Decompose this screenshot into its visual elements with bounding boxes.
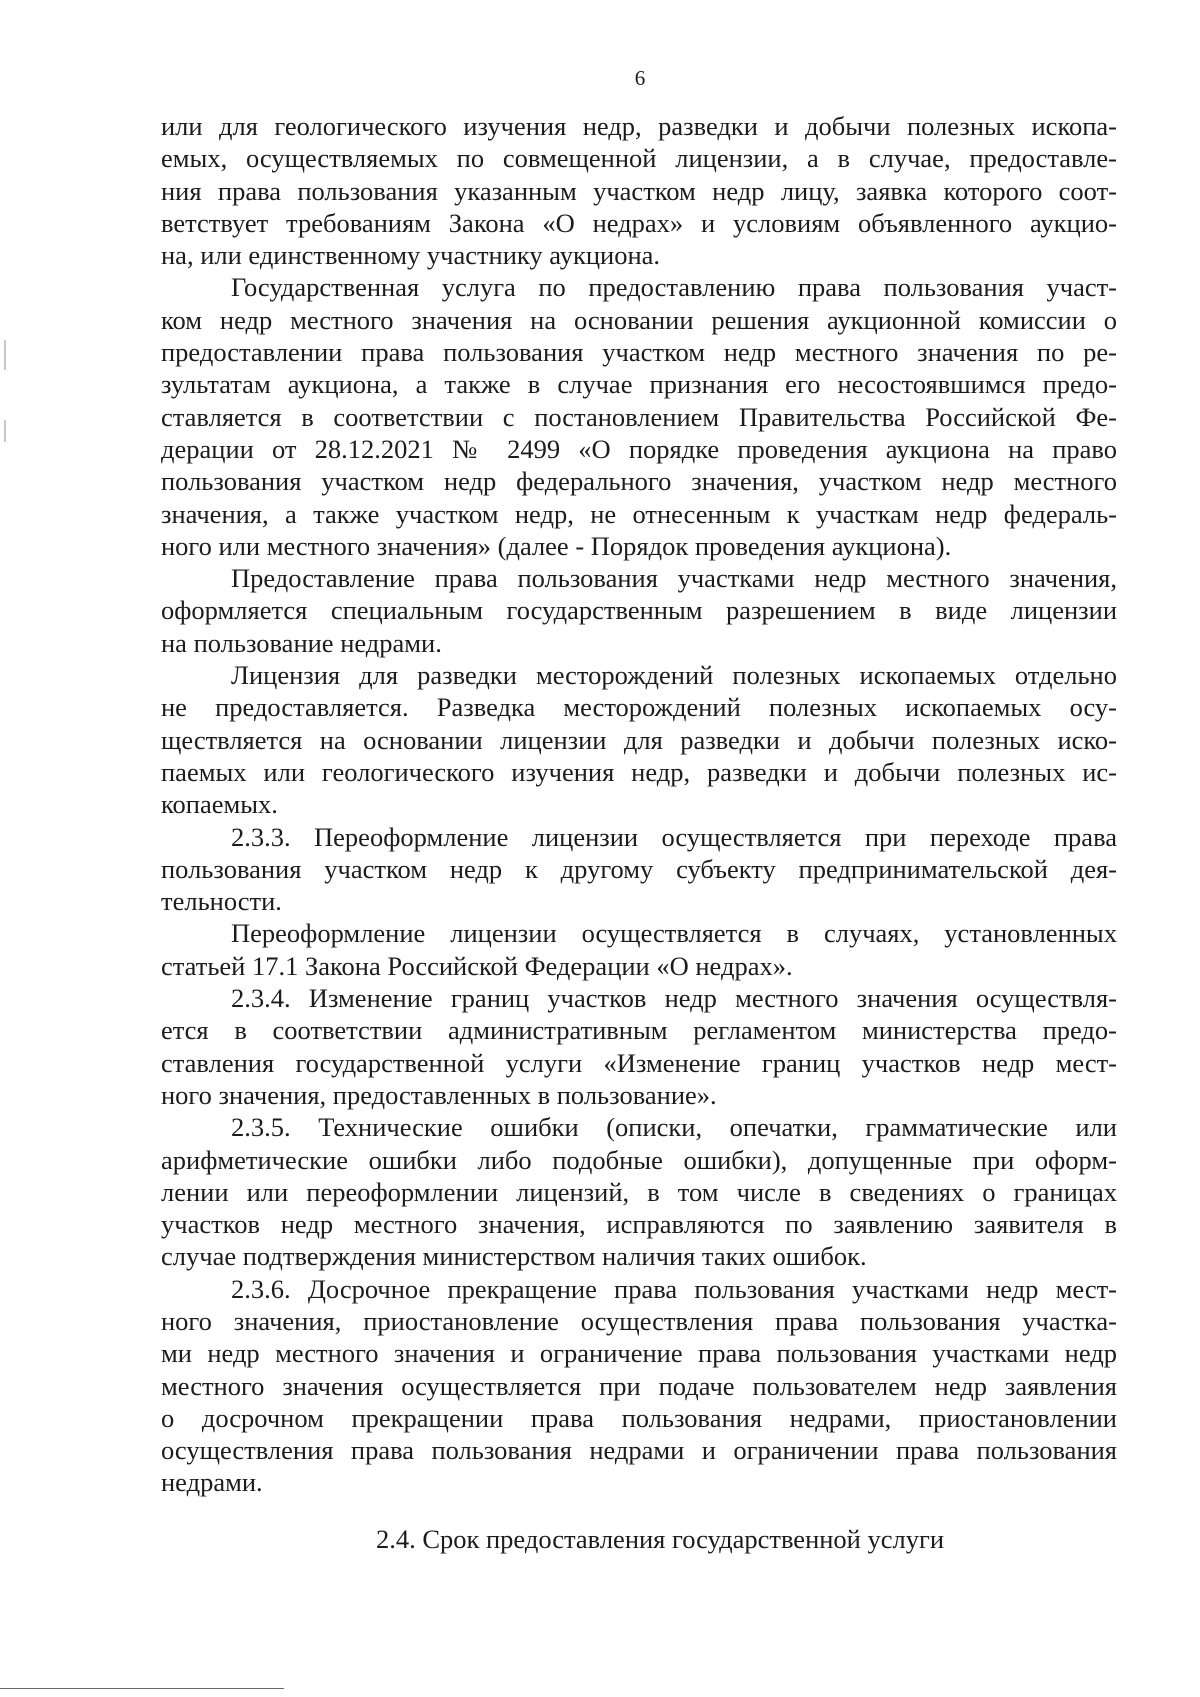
text-line: ния права пользования указанным участком недр лицу, заявка которого соот- — [161, 175, 1117, 206]
text-line: участков недр местного значения, исправляются по заявлению заявителя в — [161, 1209, 1117, 1240]
scan-margin-mark — [4, 340, 6, 370]
text-line: ми недр местного значения и ограничение права пользования участками недр — [161, 1338, 1117, 1369]
paragraph — [161, 562, 1117, 659]
paragraph — [161, 821, 1117, 918]
text-line: значения, а также участком недр, не отнесенным к участкам недр федераль- — [161, 498, 1117, 529]
text-line: лении или переоформлении лицензий, в том числе в сведениях о границах — [161, 1176, 1117, 1207]
text-line: или для геологического изучения недр, разведки и добычи полезных ископа- — [161, 111, 1117, 141]
footer-rule — [0, 1688, 284, 1689]
paragraph — [161, 271, 1117, 562]
text-line: ного значения, приостановление осуществления права пользования участка- — [161, 1305, 1117, 1336]
text-line: арифметические ошибки либо подобные ошибки), допущенные при оформ- — [161, 1144, 1117, 1175]
text-line: дерации от 28.12.2021 № 2499 «О порядке проведения аукциона на право — [161, 433, 1117, 464]
text-line: Предоставление права пользования участками недр местного значения, — [231, 563, 1117, 594]
text-line: осуществления права пользования недрами и ограничении права пользования — [161, 1435, 1117, 1466]
document-body — [161, 110, 1117, 1499]
text-line: 2.3.3. Переоформление лицензии осуществляется при переходе права — [231, 821, 1117, 852]
text-line: паемых или геологического изучения недр, разведки и добычи полезных ис- — [161, 756, 1117, 787]
paragraph — [161, 110, 1117, 271]
text-line: ется в соответствии административным регламентом министерства предо- — [161, 1015, 1117, 1046]
text-line: местного значения осуществляется при подаче пользователем недр заявления — [161, 1370, 1117, 1401]
text-line: зультатам аукциона, а также в случае признания его несостоявшимся предо- — [161, 369, 1117, 400]
paragraph — [161, 917, 1117, 982]
text-line: ставления государственной услуги «Изменение границ участков недр мест- — [161, 1047, 1117, 1078]
text-line: оформляется специальным государственным разрешением в виде лицензии — [161, 595, 1117, 626]
text-line: на, или единственному участнику аукциона. — [161, 240, 661, 271]
text-line: не предоставляется. Разведка месторождений полезных ископаемых осу- — [161, 692, 1117, 723]
text-line: недрами. — [161, 1467, 263, 1498]
text-line: случае подтверждения министерством наличия таких ошибок. — [161, 1241, 867, 1272]
paragraph — [161, 1273, 1117, 1499]
text-line: о досрочном прекращении права пользования недрами, приостановлении — [161, 1402, 1117, 1433]
paragraph — [161, 659, 1117, 820]
text-line: ветствует требованиям Закона «О недрах» и условиям объявленного аукцио- — [161, 207, 1117, 238]
section-heading: 2.4. Срок предоставления государственной услуги — [375, 1524, 945, 1554]
text-line: копаемых. — [161, 789, 278, 820]
text-line: пользования участком недр к другому субъекту предпринимательской дея- — [161, 853, 1117, 884]
text-line: ществляется на основании лицензии для разведки и добычи полезных иско- — [161, 724, 1117, 755]
text-line: емых, осуществляемых по совмещенной лицензии, а в случае, предоставле- — [161, 143, 1117, 174]
text-line: Государственная услуга по предоставлению права пользования участ- — [231, 272, 1117, 303]
text-line: предоставлении права пользования участком недр местного значения по ре- — [161, 337, 1117, 368]
page-number: 6 — [634, 66, 646, 90]
paragraph — [161, 1111, 1117, 1272]
text-line: 2.3.4. Изменение границ участков недр местного значения осуществля- — [231, 983, 1117, 1014]
text-line: ставляется в соответствии с постановлением Правительства Российской Фе- — [161, 401, 1117, 432]
text-line: Переоформление лицензии осуществляется в случаях, установленных — [231, 918, 1117, 949]
text-line: 2.3.6. Досрочное прекращение права пользования участками недр мест- — [231, 1273, 1117, 1304]
text-line: Лицензия для разведки месторождений полезных ископаемых отдельно — [231, 660, 1117, 691]
text-line: тельности. — [161, 886, 282, 917]
scan-margin-mark — [4, 420, 6, 442]
text-line: ного или местного значения» (далее - Порядок проведения аукциона). — [161, 530, 952, 561]
text-line: статьей 17.1 Закона Российской Федерации «О недрах». — [161, 950, 793, 981]
text-line: ком недр местного значения на основании решения аукционной комиссии о — [161, 304, 1117, 335]
text-line: пользования участком недр федерального значения, участком недр местного — [161, 466, 1117, 497]
text-line: ного значения, предоставленных в пользование». — [161, 1079, 717, 1110]
paragraph — [161, 982, 1117, 1111]
text-line: 2.3.5. Технические ошибки (описки, опечатки, грамматические или — [231, 1112, 1117, 1143]
text-line: на пользование недрами. — [161, 627, 442, 658]
